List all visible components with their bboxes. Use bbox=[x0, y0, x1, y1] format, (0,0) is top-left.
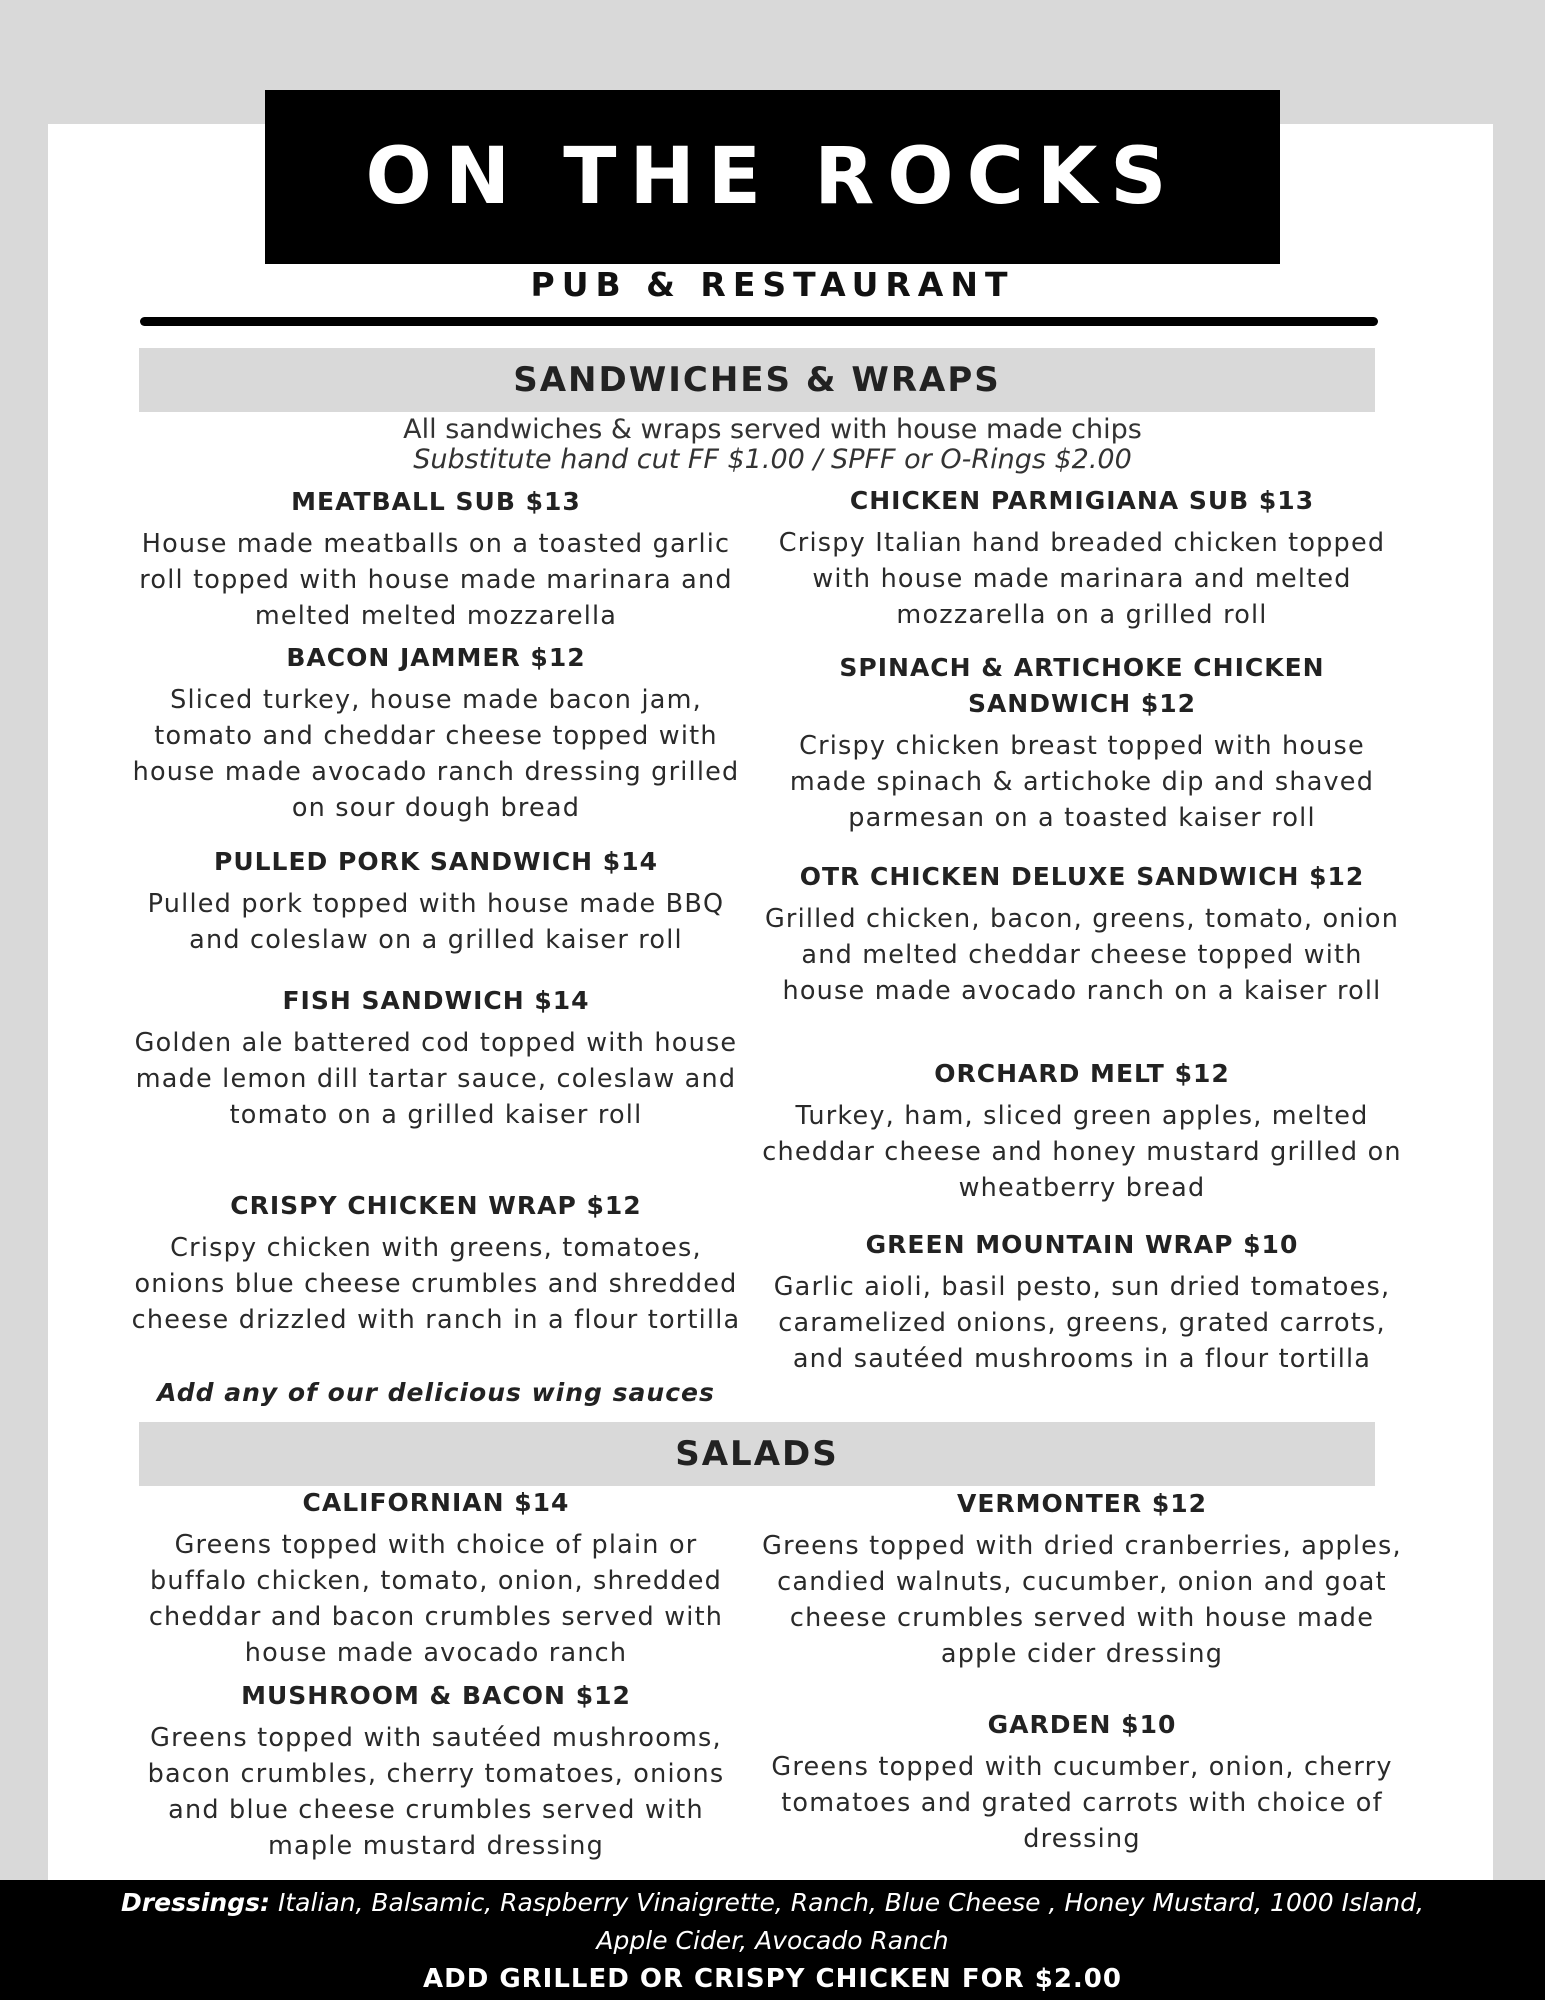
item-description: Grilled chicken, bacon, greens, tomato, onion and melted cheddar cheese topped with house made avocado ranch on a kaiser roll bbox=[764, 904, 1400, 1006]
menu-item bbox=[762, 859, 1402, 1009]
section-heading-salads: SALADS bbox=[139, 1422, 1375, 1486]
menu-item bbox=[122, 844, 750, 958]
item-description: Greens topped with choice of plain or buffalo chicken, tomato, onion, shredded cheddar and bacon crumbles served with house made avocado ranch bbox=[148, 1530, 724, 1668]
footer-bar bbox=[0, 1880, 1545, 2000]
menu-item bbox=[122, 1485, 750, 1671]
dressings-label: Dressings: bbox=[121, 1888, 270, 1917]
item-name: PULLED PORK SANDWICH $14 bbox=[214, 847, 658, 876]
menu-item bbox=[762, 650, 1402, 836]
item-name: MUSHROOM & BACON $12 bbox=[241, 1681, 631, 1710]
dressings-list-2: Apple Cider, Avocado Ranch bbox=[596, 1926, 949, 1955]
item-description: Crispy Italian hand breaded chicken topped with house made marinara and melted mozzarella on a grilled roll bbox=[778, 528, 1386, 630]
menu-item bbox=[762, 483, 1402, 633]
item-description: Sliced turkey, house made bacon jam, tomato and cheddar cheese topped with house made avocado ranch dressing grilled on sour dough bread bbox=[132, 685, 740, 823]
item-name: GREEN MOUNTAIN WRAP $10 bbox=[865, 1230, 1299, 1259]
menu-item bbox=[762, 1707, 1402, 1857]
item-name: SPINACH & ARTICHOKE CHICKEN SANDWICH $12 bbox=[839, 653, 1325, 718]
menu-item bbox=[122, 640, 750, 826]
restaurant-subtitle: PUB & RESTAURANT bbox=[530, 265, 1015, 304]
item-name: ORCHARD MELT $12 bbox=[934, 1059, 1230, 1088]
item-name: CALIFORNIAN $14 bbox=[302, 1488, 570, 1517]
divider bbox=[140, 317, 1378, 326]
item-description: Pulled pork topped with house made BBQ and coleslaw on a grilled kaiser roll bbox=[147, 889, 725, 955]
title-banner bbox=[265, 90, 1280, 264]
dressings-line-1 bbox=[0, 1888, 1545, 1917]
menu-item bbox=[122, 484, 750, 634]
item-description: Greens topped with cucumber, onion, cherry tomatoes and grated carrots with choice of dressing bbox=[771, 1752, 1393, 1854]
sandwiches-intro: All sandwiches & wraps served with house made chips bbox=[403, 414, 1142, 445]
menu-item bbox=[122, 1678, 750, 1864]
restaurant-name: ON THE ROCKS bbox=[365, 132, 1180, 222]
menu-item bbox=[762, 1486, 1402, 1672]
item-description: Crispy chicken breast topped with house made spinach & artichoke dip and shaved parmesan on a toasted kaiser roll bbox=[789, 731, 1375, 833]
item-name: MEATBALL SUB $13 bbox=[291, 487, 581, 516]
item-description: House made meatballs on a toasted garlic roll topped with house made marinara and melted melted mozzarella bbox=[139, 529, 733, 631]
dressings-list-1: Italian, Balsamic, Raspberry Vinaigrette, Ranch, Blue Cheese , Honey Mustard, 1000 Island, bbox=[270, 1888, 1424, 1917]
menu-item bbox=[762, 1056, 1402, 1206]
item-description: Golden ale battered cod topped with house made lemon dill tartar sauce, coleslaw and tomato on a grilled kaiser roll bbox=[134, 1028, 738, 1130]
item-description: Greens topped with sautéed mushrooms, bacon crumbles, cherry tomatoes, onions and blue cheese crumbles served with maple mustard dressing bbox=[147, 1723, 725, 1861]
item-description: Garlic aioli, basil pesto, sun dried tomatoes, caramelized onions, greens, grated carrots, and sautéed mushrooms in a flour tortilla bbox=[773, 1272, 1391, 1374]
item-name: VERMONTER $12 bbox=[957, 1489, 1207, 1518]
sandwiches-substitute-note: Substitute hand cut FF $1.00 / SPFF or O-Rings $2.00 bbox=[413, 444, 1132, 475]
menu-item bbox=[122, 1188, 750, 1338]
item-name: GARDEN $10 bbox=[987, 1710, 1177, 1739]
wing-sauce-note: Add any of our delicious wing sauces bbox=[157, 1378, 715, 1407]
item-name: FISH SANDWICH $14 bbox=[282, 986, 590, 1015]
menu-item bbox=[762, 1227, 1402, 1377]
item-name: CRISPY CHICKEN WRAP $12 bbox=[230, 1191, 642, 1220]
item-name: CHICKEN PARMIGIANA SUB $13 bbox=[849, 486, 1315, 515]
item-name: BACON JAMMER $12 bbox=[286, 643, 586, 672]
section-heading-sandwiches: SANDWICHES & WRAPS bbox=[139, 348, 1375, 412]
item-name: OTR CHICKEN DELUXE SANDWICH $12 bbox=[799, 862, 1365, 891]
menu-item bbox=[122, 983, 750, 1133]
item-description: Greens topped with dried cranberries, apples, candied walnuts, cucumber, onion and goat cheese crumbles served with house made apple cider dressing bbox=[762, 1531, 1402, 1669]
item-description: Crispy chicken with greens, tomatoes, onions blue cheese crumbles and shredded cheese drizzled with ranch in a flour tortilla bbox=[131, 1233, 741, 1335]
item-description: Turkey, ham, sliced green apples, melted cheddar cheese and honey mustard grilled on wheatberry bread bbox=[762, 1101, 1402, 1203]
chicken-addon: ADD GRILLED OR CRISPY CHICKEN FOR $2.00 bbox=[422, 1964, 1122, 1994]
